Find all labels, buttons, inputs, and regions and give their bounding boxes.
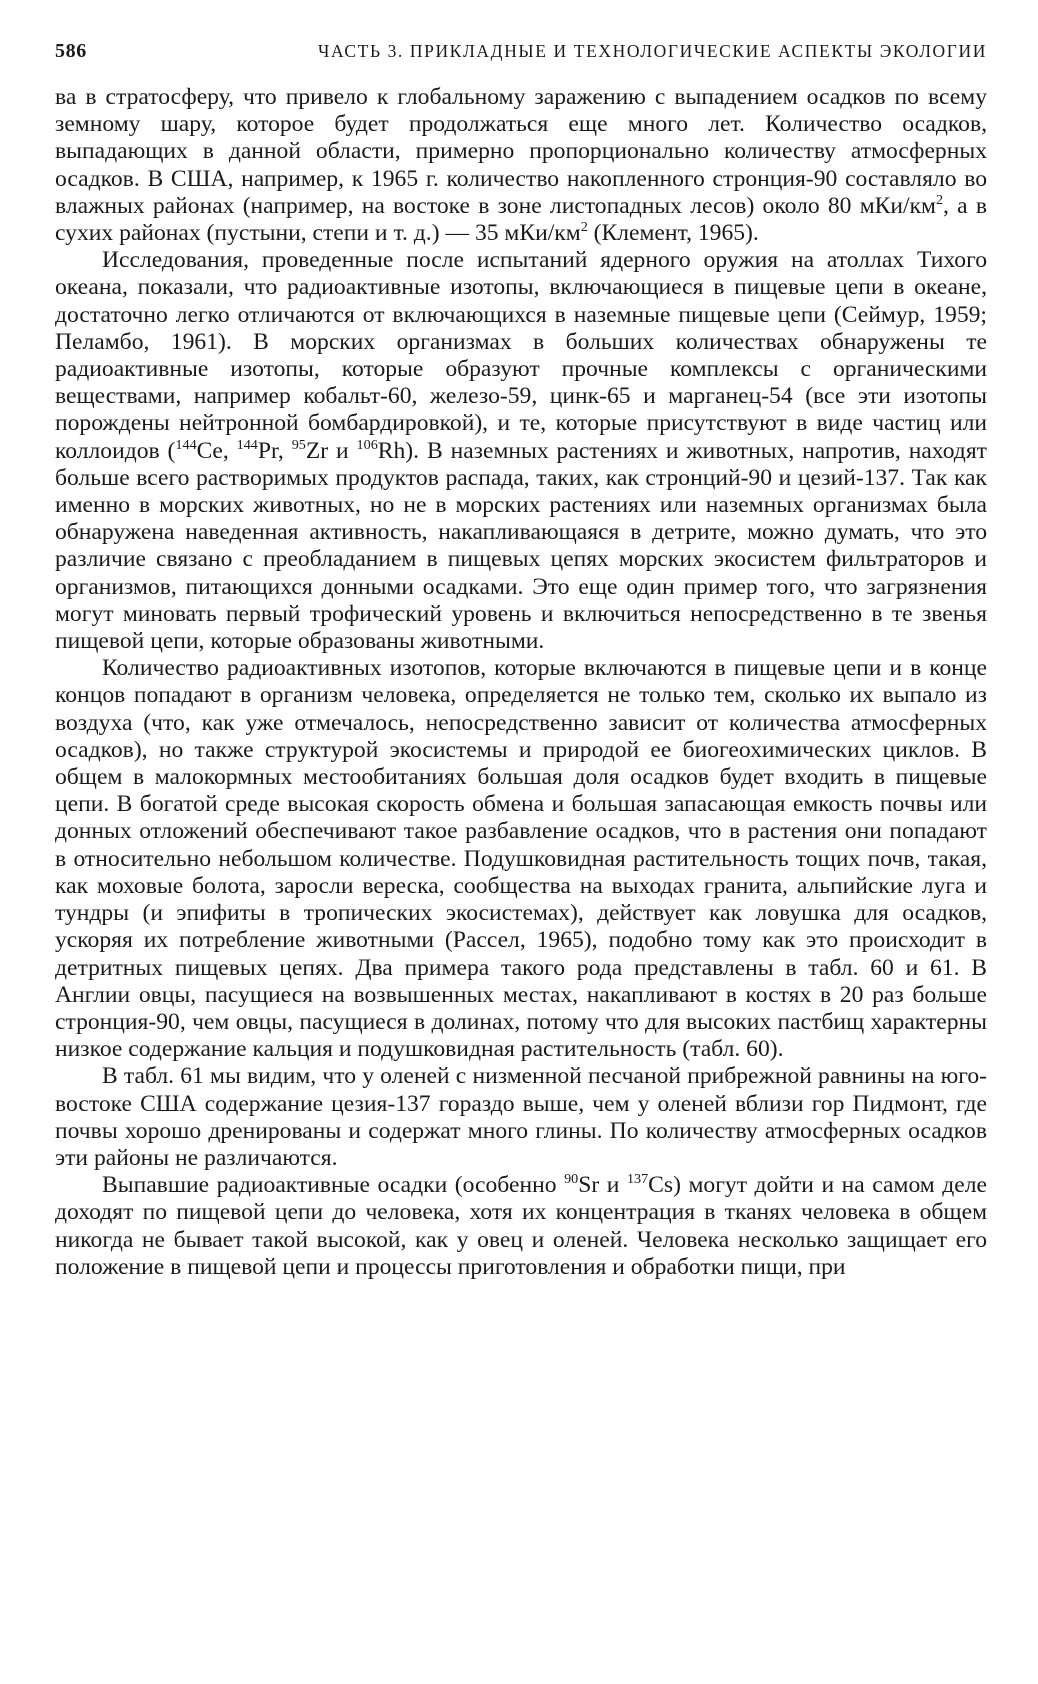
document-page (55, 40, 987, 1281)
superscript: 90 (564, 1171, 579, 1188)
superscript: 144 (175, 436, 197, 453)
text-run: ва в стратосферу, что привело к глобальному заражению с выпадением осадков по всему земному шару, которое будет продолжаться еще много лет. Количество осадков, выпадающих в данной области, примерно пропорционально количеству атмосферных осадков. В США, например, к 1965 г. количество накопленного стронция-90 составляло во влажных районах (например, на востоке в зоне листопадных лесов) около 80 мКи/км (55, 84, 987, 219)
superscript: 137 (626, 1171, 649, 1188)
superscript: 144 (236, 436, 258, 453)
text-run: Выпавшие радиоактивные осадки (особенно (102, 1172, 565, 1199)
superscript: 2 (935, 191, 944, 208)
paragraph (55, 1063, 987, 1172)
text-run: Rh). В наземных растениях и животных, напротив, находят больше всего растворимых продуктов распада, таких, как стронций-90 и цезий-137. Так как именно в морских животных, но не в морских растениях или наземных организмах была обнаружена наведенная активность, накапливающаяся в детрите, можно думать, что это различие связано с преобладанием в пищевых цепях морских экосистем фильтраторов и организмов, питающихся донными осадками. Это еще один пример того, что загрязнения могут миновать первый трофический уровень и включиться непосредственно в те звенья пищевой цепи, которые образованы животными. (55, 437, 987, 655)
superscript: 2 (580, 219, 588, 236)
text-run: (Клемент, 1965). (587, 220, 759, 247)
text-run: Количество радиоактивных изотопов, которые включаются в пищевые цепи и в конце концов попадают в организм человека, определяется не только тем, сколько их выпало из воздуха (что, как уже отмечалось, непосредственно зависит от количества атмосферных осадков), но также структурой экосистемы и природой ее биогеохимических циклов. В общем в малокормных местообитаниях большая доля осадков будет входить в пищевые цепи. В богатой среде высокая скорость обмена и большая запасающая емкость почвы или донных отложений обеспечивают такое разбавление осадков, что в растения они попадают в относительно небольшом количестве. Подушковидная растительность тощих почв, такая, как моховые болота, заросли вереска, сообщества на выходах гранита, альпийские луга и тундры (и эпифиты в тропических экосистемах), действует как ловушка для осадков, ускоряя их потребление животными (Рассел, 1965), подобно тому как это происходит в детритных пищевых цепях. Два примера такого рода представлены в табл. 60 и 61. В Англии овцы, пасущиеся на возвышенных местах, накапливают в костях в 20 раз больше стронция-90, чем овцы, пасущиеся в долинах, потому что для высоких пастбищ характерны низкое содержание кальция и подушковидная растительность (табл. 60). (55, 655, 987, 1063)
paragraph (55, 247, 987, 655)
section-title: ЧАСТЬ 3. ПРИКЛАДНЫЕ И ТЕХНОЛОГИЧЕСКИЕ АСПЕКТЫ ЭКОЛОГИИ (318, 41, 987, 61)
text-run: Sr и (578, 1172, 627, 1199)
superscript: 95 (291, 436, 306, 453)
superscript: 106 (356, 436, 378, 453)
text-run: Исследования, проведенные после испытаний ядерного оружия на атоллах Тихого океана, показали, что радиоактивные изотопы, включающиеся в пищевые цепи в океане, достаточно легко отличаются от включающихся в наземные пищевые цепи (Сеймур, 1959; Пеламбо, 1961). В морских организмах в больших количествах обнаружены те радиоактивные изотопы, которые образуют прочные комплексы с органическими веществами, например кобальт-60, железо-59, цинк-65 и марганец-54 (все эти изотопы порождены нейтронной бомбардировкой), и те, которые присутствуют в виде частиц или коллоидов ( (55, 247, 987, 464)
text-run: Cs) могут дойти и на самом деле доходят по пищевой цепи до человека, хотя их концентрация в тканях человека в общем никогда не бывает такой высокой, как у овец и оленей. Человека несколько защищает его положение в пищевой цепи и процессы приготовления и обработки пищи, при (55, 1172, 987, 1280)
page-number: 586 (55, 40, 87, 62)
paragraph (55, 84, 987, 247)
text-run: Zr и (305, 437, 357, 464)
paragraph (55, 655, 987, 1063)
text-run: Pr, (257, 437, 292, 464)
text-run: В табл. 61 мы видим, что у оленей с низменной песчаной прибрежной равнины на юго-востоке США содержание цезия-137 гораздо выше, чем у оленей вблизи гор Пидмонт, где почвы хорошо дренированы и содержат много глины. По количеству атмосферных осадков эти районы не различаются. (55, 1063, 987, 1171)
body-text (55, 84, 987, 1281)
text-run: , а в сухих районах (пустыни, степи и т. д.) — 35 мКи/км (55, 192, 987, 247)
text-run: Ce, (196, 437, 237, 464)
running-head (55, 40, 987, 84)
paragraph (55, 1172, 987, 1281)
